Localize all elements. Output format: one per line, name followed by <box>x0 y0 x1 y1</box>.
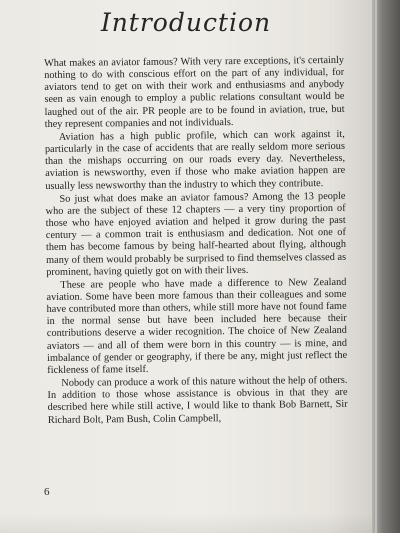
paragraph-1: What makes an aviator famous? With very rare exceptions, it's certainly nothing to do with conscious effort on the part of any individual, for aviators tend to get on with their work and enthusiasms and anybody seen as vain enough to employ a public relations consultant would be laughed out of the air. PR people are to be found in aviation, true, but they represent companies and not individuals. <box>44 54 345 130</box>
page-title: Introduction <box>100 8 272 37</box>
page-shadow <box>0 513 372 533</box>
paragraph-5: Nobody can produce a work of this nature without the help of others. In addition to those whose assistance is obvious in that they are described here while still active, I would like to thank Bob Barnett, Sir Richard Bolt, Pam Bush, Colin Campbell, <box>47 374 348 426</box>
paragraph-3: So just what does make an aviator famous? Among the 13 people who are the subject of these 12 chapters — a very tiny proportion of those who have enjoyed aviation and helped it grow during the past century — a common trait is enthusiasm and dedication. Not one of them has become famous by being half-hearted about flying, although many of them would probably be surprised to find themselves classed as prominent, having quietly got on with their lives. <box>45 190 347 278</box>
paragraph-2: Aviation has a high public profile, which can work against it, particularly in the case of accidents that are really seldom more serious than the mishaps occurring on our roads every day. Nevertheless, aviation is newsworthy, even if those who make aviation happen are usually less newsworthy than the industry to which they contribute. <box>44 128 346 192</box>
page-number: 6 <box>44 486 50 498</box>
page-edge-highlight <box>375 0 377 533</box>
body-text <box>44 55 348 427</box>
page-edge <box>372 0 400 533</box>
paragraph-4: These are people who have made a difference to New Zealand aviation. Some have been more famous than their colleagues and some have contributed more than others, while still more have not found fame in the normal sense but have been included here because their contributions deserve a wider recognition. The choice of New Zealand aviators — and all of them were born in this country — is mine, and imbalance of gender or geography, if there be any, might just reflect the fickleness of fame itself. <box>46 276 348 376</box>
